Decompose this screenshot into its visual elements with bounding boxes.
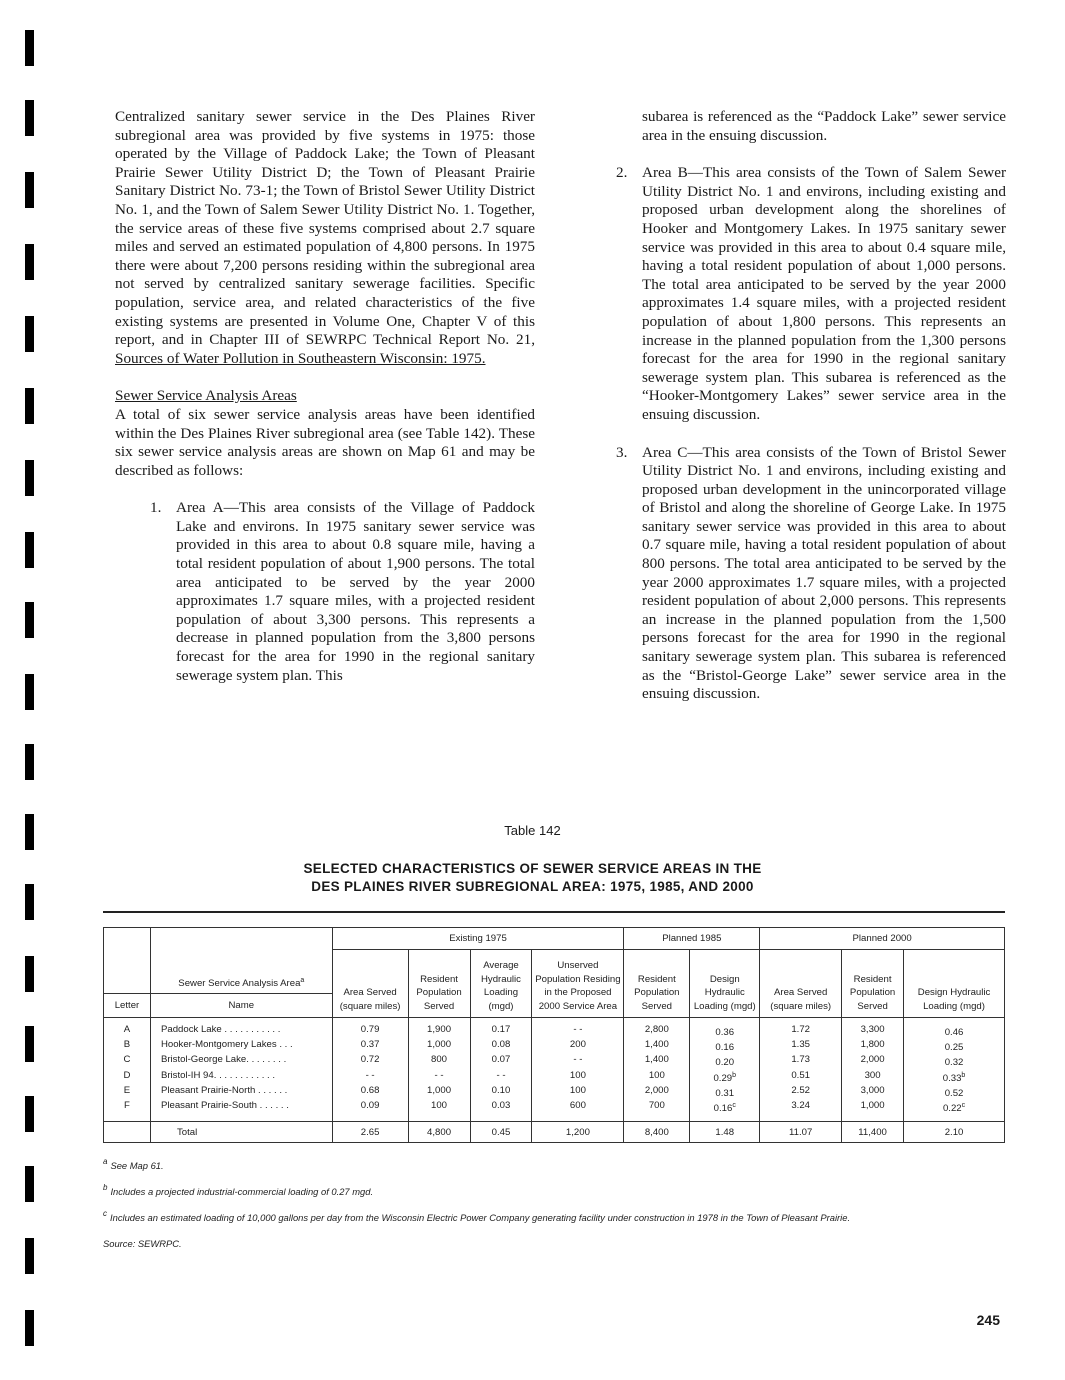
table-row: A Paddock Lake . . . . . . . . . . . 0.79 1,900 0.17 - - 2,800 0.36 1.72 3,300 0.46 bbox=[104, 1018, 1005, 1040]
binder-mark bbox=[25, 316, 34, 352]
sewer-service-table bbox=[103, 927, 1005, 1143]
footnote-a: a See Map 61. bbox=[103, 1157, 164, 1171]
header-e-pop: Resident Population Served bbox=[408, 950, 470, 1018]
binder-mark bbox=[25, 1310, 34, 1346]
right-column bbox=[616, 108, 1006, 704]
header-area-group: Sewer Service Analysis Area$^a$ bbox=[150, 928, 332, 994]
header-name: Name bbox=[150, 994, 332, 1018]
footnote-b: b Includes a projected industrial-commercial loading of 0.27 mgd. bbox=[103, 1183, 374, 1197]
binder-mark bbox=[25, 172, 34, 208]
item-text: Area B—This area consists of the Town of Salem Sewer Utility District No. 1 and environs, including existing and proposed urban development along the shorelines of Hooker and Montgomery Lakes. In 1975 sanitary sewer service was provided in this area to about 0.4 square mile, having a total resident population of about 1,000 persons. The total area anticipated to be served by the year 2000 approximates 1.4 square miles, with a projected resident population of about 1,800 persons. This represents an increase in the planned population from the 1,300 persons forecast for the area for 1990 in the regional sanitary sewerage system plan. This subarea is referenced as the “Hooker-Montgomery Lakes” sewer service area in the ensuing discussion. bbox=[642, 164, 1006, 423]
footnotes bbox=[103, 1157, 1043, 1264]
binder-mark bbox=[25, 1166, 34, 1202]
table-number: Table 142 bbox=[504, 823, 561, 838]
binder-mark bbox=[25, 30, 34, 66]
section-paragraph: A total of six sewer service analysis areas have been identified within the Des Plaines River subregional area (see Table 142). These six sewer service analysis areas are shown on Map 61 and may be described as follows: bbox=[115, 405, 535, 479]
item-text: Area A—This area consists of the Village of Paddock Lake and environs. In 1975 sanitary sewer service was provided in this area to about 0.8 square mile, having a total resident population of about 1,900 persons. The total area anticipated to be served by the year 2000 approximates 1.7 square miles, with a projected resident population of about 3,300 persons. This represents a decrease in planned population from the 3,800 persons forecast for the area for 1990 in the regional sanitary sewerage system plan. This bbox=[176, 499, 535, 684]
header-p85-load: Design Hydraulic Loading (mgd) bbox=[690, 950, 760, 1018]
binder-mark bbox=[25, 744, 34, 780]
item-number: 2. bbox=[616, 164, 628, 182]
page-number: 245 bbox=[976, 1312, 1000, 1328]
item-text: Area C—This area consists of the Town of Bristol Sewer Utility District No. 1 and environs, including existing and proposed urban development in the unincorporated village of Bristol and along the shoreline of George Lake. In 1975 sanitary sewer service was provided in this area to about 0.7 square mile, having a total resident population of about 800 persons. The total area anticipated to be served by the year 2000 approximates 1.7 square miles, with a projected resident population of about 2,000 persons. This represents an increase in the planned population from the 1,500 persons forecast for the area for 1990 in the regional sanitary sewerage system plan. This subarea is referenced as the “Bristol-George Lake” sewer service area in the ensuing discussion. bbox=[642, 443, 1006, 703]
header-planned-2000: Planned 2000 bbox=[760, 928, 1005, 950]
section-heading: Sewer Service Analysis Areas bbox=[115, 387, 297, 405]
item-number: 3. bbox=[616, 443, 628, 461]
header-p85-pop: Resident Population Served bbox=[624, 950, 690, 1018]
table-row: C Bristol-George Lake. . . . . . . . 0.72 800 0.07 - - 1,400 0.20 1.73 2,000 0.32 bbox=[104, 1054, 1005, 1069]
continuation-paragraph: subarea is referenced as the “Paddock Lake” sewer service area in the ensuing discussion. bbox=[642, 108, 1006, 144]
header-letter: Letter bbox=[104, 994, 151, 1018]
table-row: E Pleasant Prairie-North . . . . . . 0.68 1,000 0.10 100 2,000 0.31 2.52 3,000 0.52 bbox=[104, 1085, 1005, 1100]
table-row: D Bristol-IH 94. . . . . . . . . . . . - - - - - - 100 100 0.29$^b$ 0.51 300 0.33$^b$ bbox=[104, 1070, 1005, 1085]
header-p00-load: Design Hydraulic Loading (mgd) bbox=[904, 950, 1005, 1018]
left-column bbox=[115, 108, 535, 685]
intro-paragraph: Centralized sanitary sewer service in the Des Plaines River subregional area was provided by five systems in 1975: those operated by the Village of Paddock Lake; the Town of Pleasant Prairie Sewer Utility District D; the Town of Pleasant Prairie Sanitary District No. 73-1; the Town of Bristol Sewer Utility District No. 1, and the Town of Salem Sewer Utility District No. 1. Together, the service areas of these five systems comprised about 2.7 square miles and served an estimated population of 4,800 persons. In 1975 there were about 7,200 persons residing within the subregional area not served by centralized sanitary sewerage facilities. Specific population, service area, and related characteristics of the five existing systems are presented in Volume One, Chapter V of this report, and in Chapter III of SEWRPC Technical Report No. 21, Sources of Water Pollution in Southeastern Wisconsin: 1975. bbox=[115, 108, 535, 367]
binder-mark bbox=[25, 1238, 34, 1274]
binder-mark bbox=[25, 244, 34, 280]
table-caption bbox=[0, 860, 1065, 896]
binder-mark bbox=[25, 100, 34, 136]
footnote-source: Source: SEWRPC. bbox=[103, 1238, 182, 1249]
header-p00-area: Area Served (square miles) bbox=[760, 950, 842, 1018]
table-row: B Hooker-Montgomery Lakes . . . 0.37 1,000 0.08 200 1,400 0.16 1.35 1,800 0.25 bbox=[104, 1039, 1005, 1054]
list-item bbox=[616, 164, 1006, 424]
binder-mark bbox=[25, 674, 34, 710]
binder-mark bbox=[25, 956, 34, 992]
list-item bbox=[616, 444, 1006, 704]
header-blank bbox=[104, 928, 151, 994]
table-caption-line2: DES PLAINES RIVER SUBREGIONAL AREA: 1975, 1985, AND 2000 bbox=[311, 879, 754, 894]
item-number: 1. bbox=[150, 499, 162, 517]
binder-mark bbox=[25, 1026, 34, 1062]
table-row: F Pleasant Prairie-South . . . . . . 0.09 100 0.03 600 700 0.16$^c$ 3.24 1,000 0.22$^c$ bbox=[104, 1100, 1005, 1122]
list-item bbox=[150, 499, 535, 685]
header-existing-1975: Existing 1975 bbox=[332, 928, 624, 950]
header-p00-pop: Resident Population Served bbox=[842, 950, 904, 1018]
binder-mark bbox=[25, 532, 34, 568]
table-top-rule bbox=[103, 911, 1005, 913]
header-e-load: Average Hydraulic Loading (mgd) bbox=[470, 950, 532, 1018]
header-e-area: Area Served (square miles) bbox=[332, 950, 408, 1018]
reference-title: Sources of Water Pollution in Southeastern Wisconsin: 1975. bbox=[115, 349, 486, 367]
binder-mark bbox=[25, 388, 34, 424]
footnote-c: c Includes an estimated loading of 10,000 gallons per day from the Wisconsin Electric Power Company generating facility under construction in 1978 in the Town of Pleasant Prairie. bbox=[103, 1209, 851, 1223]
header-planned-1985: Planned 1985 bbox=[624, 928, 760, 950]
binder-mark bbox=[25, 602, 34, 638]
header-e-unserved: Unserved Population Residing in the Proposed 2000 Service Area bbox=[532, 950, 624, 1018]
binder-mark bbox=[25, 1096, 34, 1132]
table-total-row: Total 2.65 4,800 0.45 1,200 8,400 1.48 11.07 11,400 2.10 bbox=[104, 1122, 1005, 1143]
binder-mark bbox=[25, 460, 34, 496]
table-caption-line1: SELECTED CHARACTERISTICS OF SEWER SERVICE AREAS IN THE bbox=[303, 861, 762, 876]
